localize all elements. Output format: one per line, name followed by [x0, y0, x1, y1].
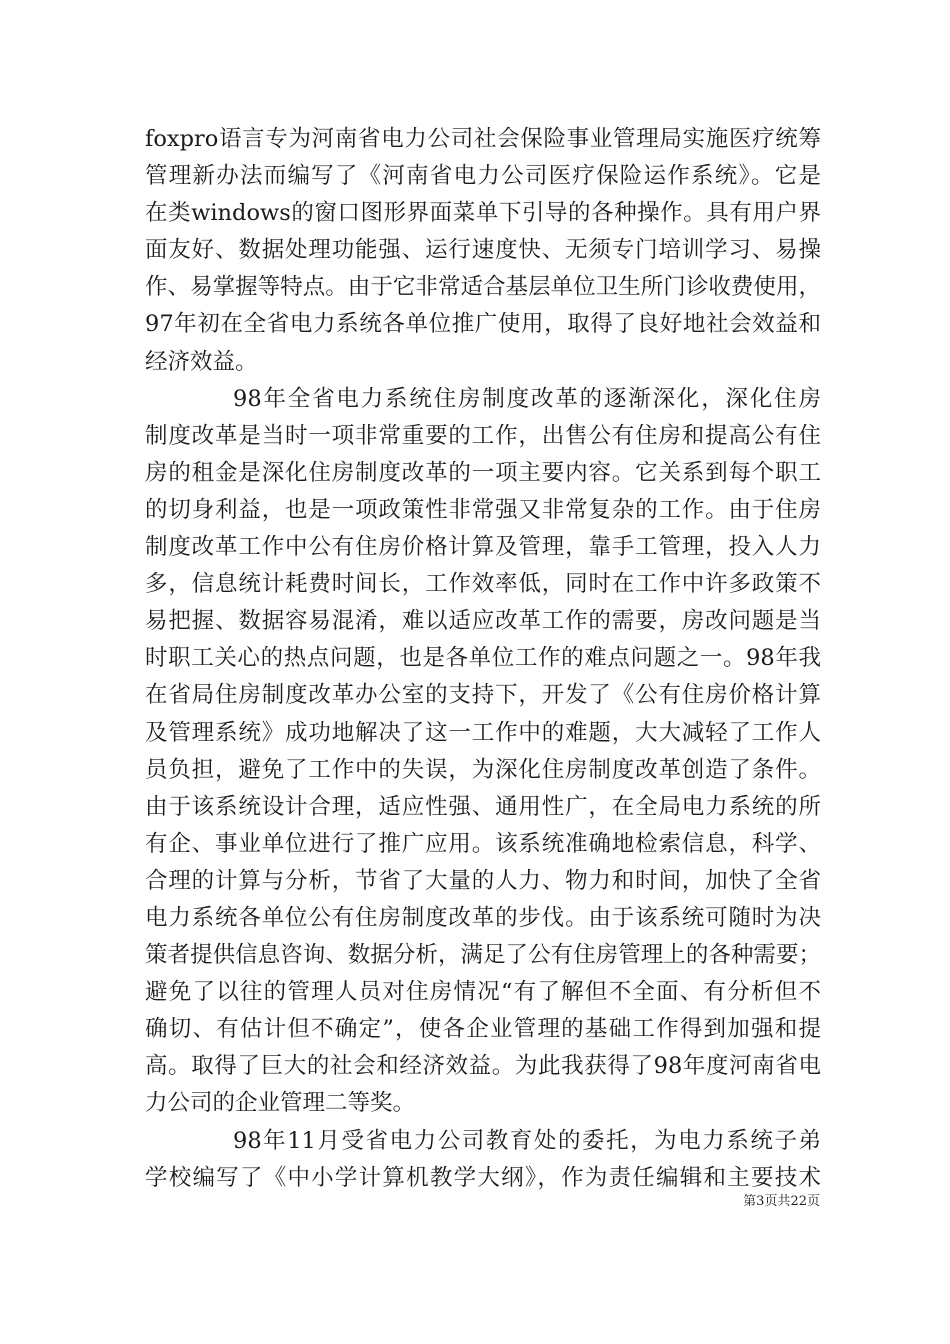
text-line: 多，信息统计耗费时间长，工作效率低，同时在工作中许多政策不 — [145, 571, 821, 598]
text-line: 时职工关心的热点问题，也是各单位工作的难点问题之一。98年我 — [145, 645, 821, 672]
text-line: 合理的计算与分析，节省了大量的人力、物力和时间，加快了全省 — [145, 867, 821, 894]
text-line: 策者提供信息咨询、数据分析，满足了公有住房管理上的各种需要； — [145, 942, 821, 969]
text-line: 经济效益。 — [145, 348, 258, 375]
document-body — [145, 121, 821, 1197]
text-line: 管理新办法而编写了《河南省电力公司医疗保险运作系统》。它是 — [145, 163, 821, 190]
text-line: 98年11月受省电力公司教育处的委托，为电力系统子弟 — [233, 1127, 821, 1154]
page-number: 第3页共22页 — [743, 1194, 820, 1209]
text-line: 由于该系统设计合理，适应性强、通用性广，在全局电力系统的所 — [145, 793, 821, 820]
text-line: 在类windows的窗口图形界面菜单下引导的各种操作。具有用户界 — [145, 200, 821, 227]
text-line: 作、易掌握等特点。由于它非常适合基层单位卫生所门诊收费使用， — [145, 274, 821, 301]
text-line: 力公司的企业管理二等奖。 — [145, 1090, 416, 1117]
text-line: 制度改革是当时一项非常重要的工作，出售公有住房和提高公有住 — [145, 422, 821, 449]
text-line: 确切、有估计但不确定”，使各企业管理的基础工作得到加强和提 — [145, 1016, 821, 1043]
text-line: 学校编写了《中小学计算机教学大纲》，作为责任编辑和主要技术 — [145, 1164, 821, 1191]
text-line: 97年初在全省电力系统各单位推广使用，取得了良好地社会效益和 — [145, 311, 821, 338]
text-line: 面友好、数据处理功能强、运行速度快、无须专门培训学习、易操 — [145, 237, 821, 264]
paragraph — [145, 381, 821, 1123]
text-line: 房的租金是深化住房制度改革的一项主要内容。它关系到每个职工 — [145, 459, 821, 486]
text-line: 98年全省电力系统住房制度改革的逐渐深化，深化住房 — [233, 385, 821, 412]
text-line: 电力系统各单位公有住房制度改革的步伐。由于该系统可随时为决 — [145, 904, 821, 931]
text-line: 在省局住房制度改革办公室的支持下，开发了《公有住房价格计算 — [145, 682, 821, 709]
text-line: 易把握、数据容易混淆，难以适应改革工作的需要，房改问题是当 — [145, 608, 821, 635]
text-line: 制度改革工作中公有住房价格计算及管理，靠手工管理，投入人力 — [145, 534, 821, 561]
paragraph — [145, 1123, 821, 1197]
text-line: 及管理系统》成功地解决了这一工作中的难题，大大减轻了工作人 — [145, 719, 821, 746]
text-line: foxpro语言专为河南省电力公司社会保险事业管理局实施医疗统筹 — [145, 126, 821, 152]
text-line: 高。取得了巨大的社会和经济效益。为此我获得了98年度河南省电 — [145, 1053, 821, 1080]
text-line: 避免了以往的管理人员对住房情况“有了解但不全面、有分析但不 — [145, 979, 821, 1006]
text-line: 有企、事业单位进行了推广应用。该系统准确地检索信息，科学、 — [145, 830, 821, 857]
paragraph — [145, 121, 821, 381]
text-line: 员负担，避免了工作中的失误，为深化住房制度改革创造了条件。 — [145, 756, 821, 783]
text-line: 的切身利益，也是一项政策性非常强又非常复杂的工作。由于住房 — [145, 496, 821, 523]
